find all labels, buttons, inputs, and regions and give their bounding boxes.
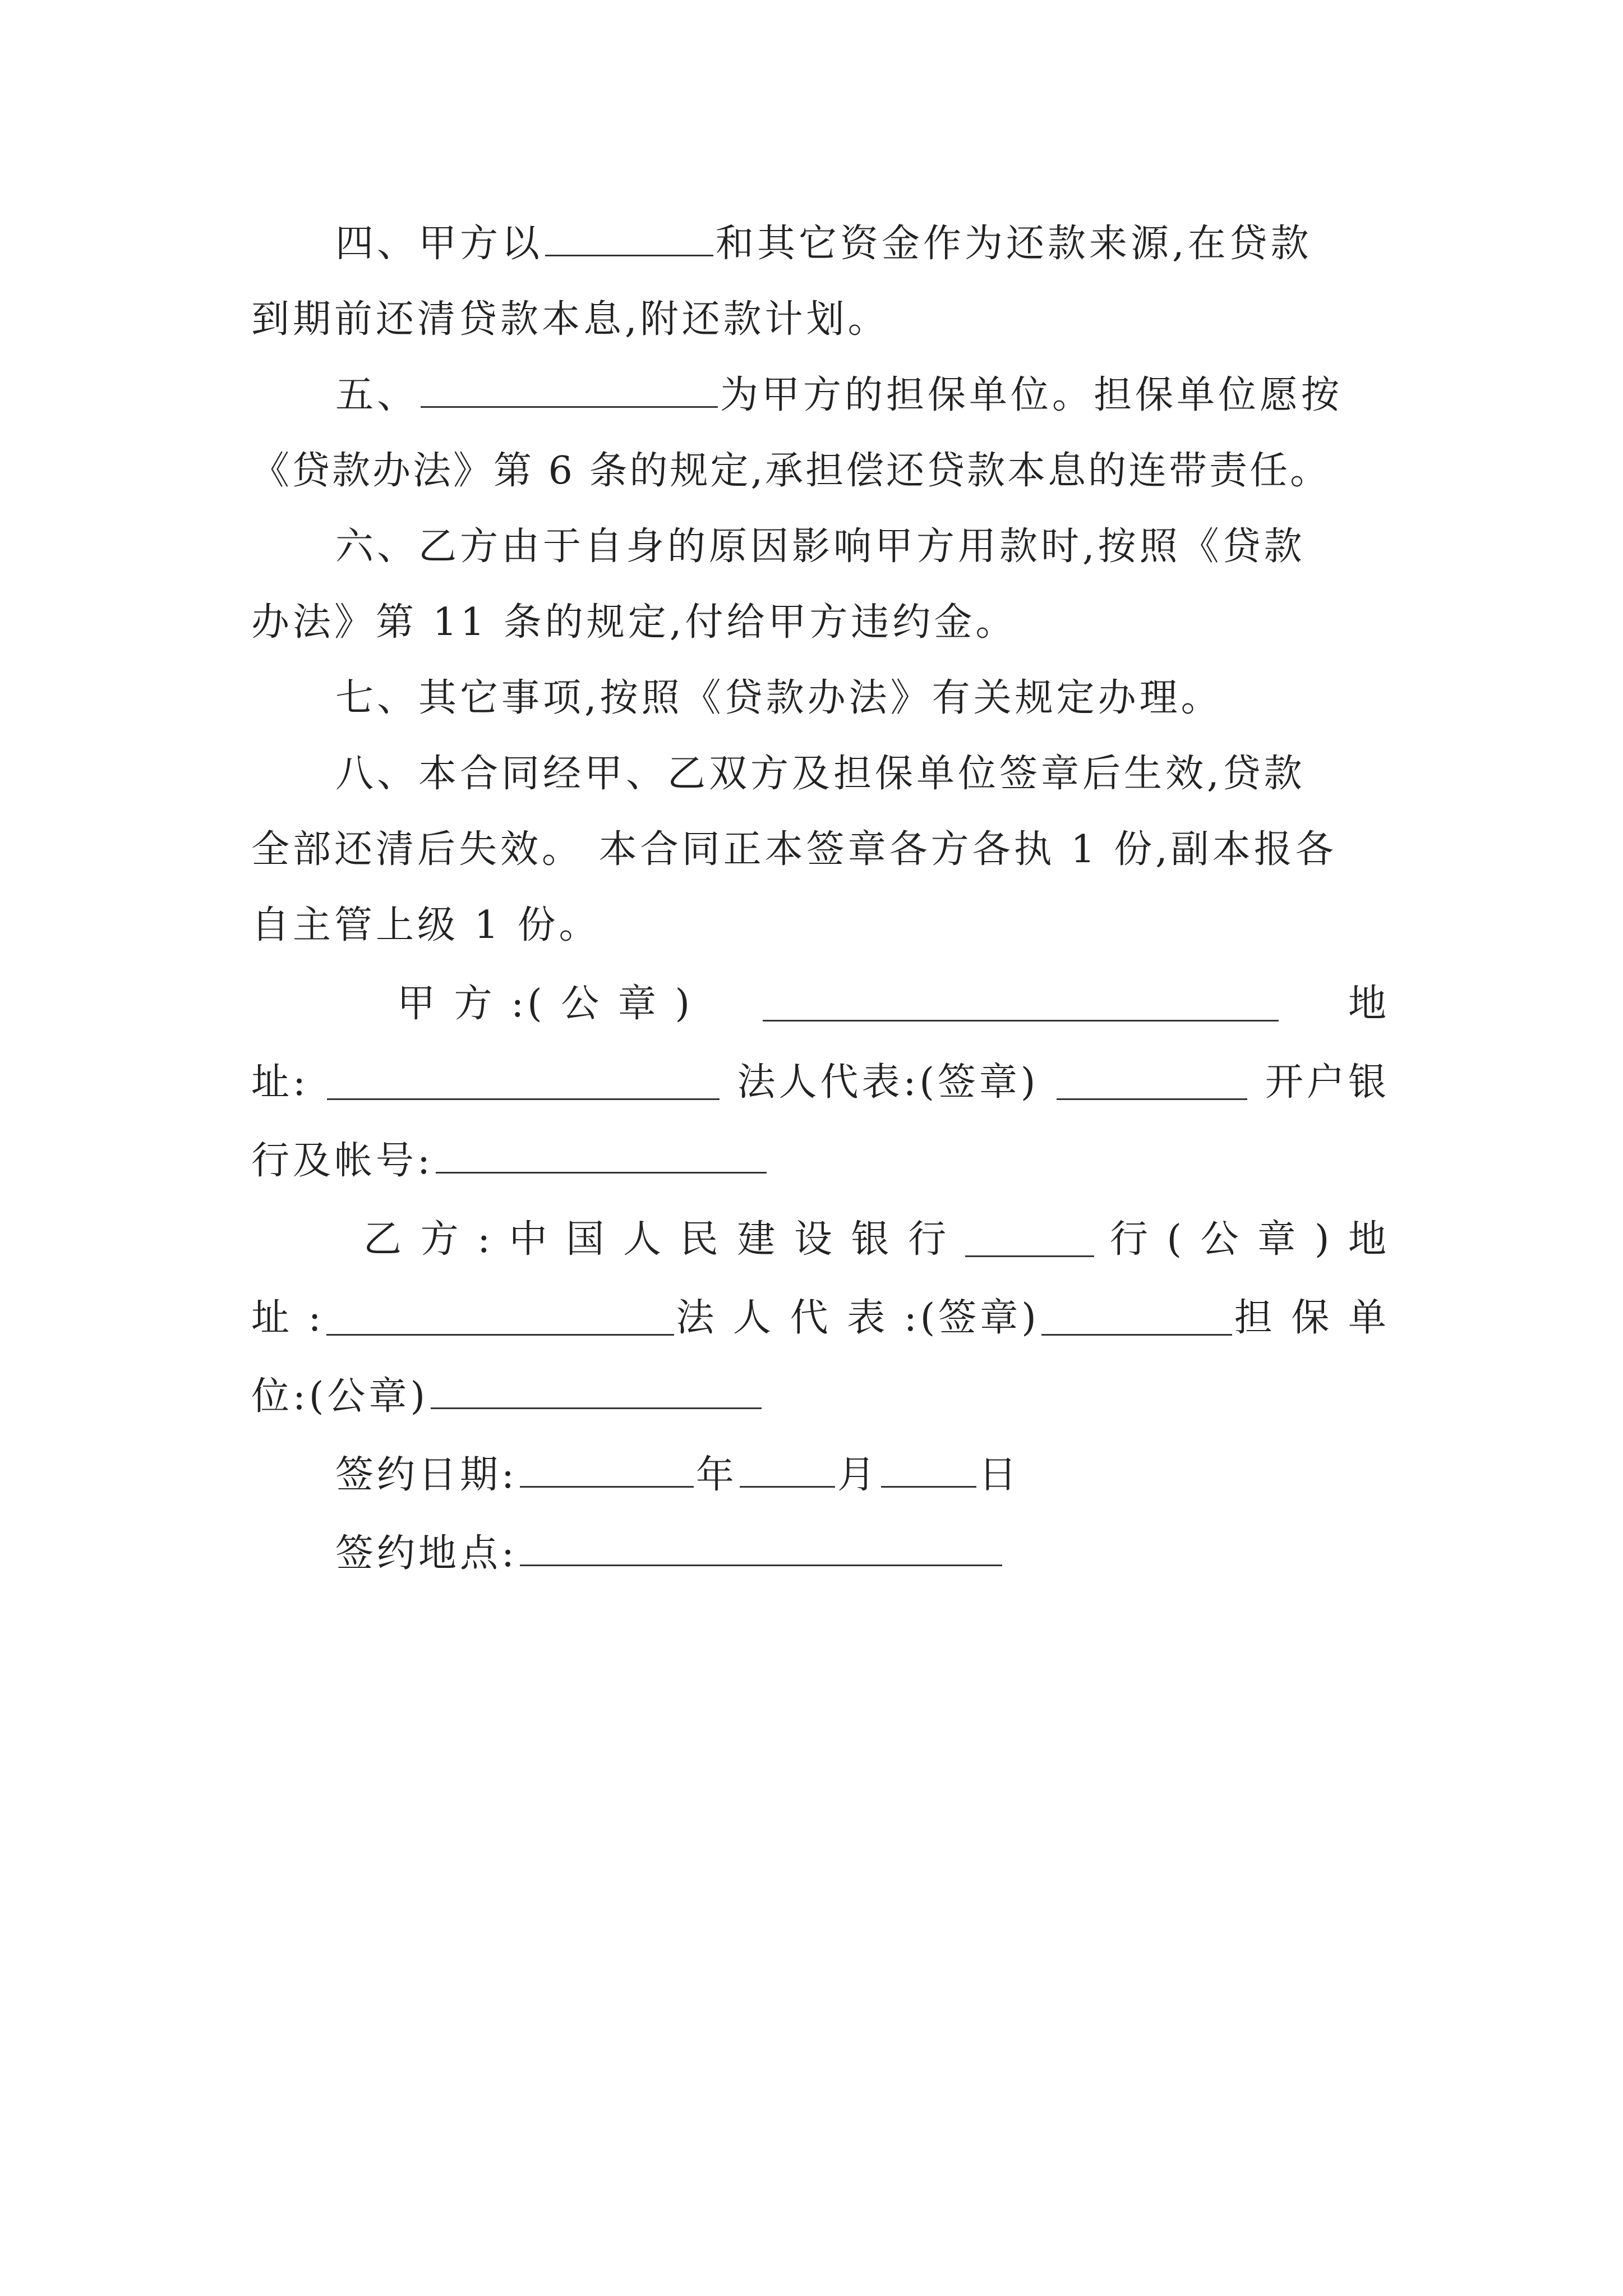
guarantor-seal-blank[interactable] [431, 1375, 762, 1409]
party-b-branch-blank[interactable] [965, 1223, 1094, 1257]
signing-date-label: 签约日期: [335, 1453, 518, 1497]
guarantor-name-blank[interactable] [421, 374, 718, 408]
signing-month-blank[interactable] [740, 1453, 835, 1488]
party-b-line-3 [251, 1369, 1390, 1425]
signing-place-label: 签约地点: [335, 1531, 518, 1576]
party-b-guarantor-label: 担 保 单 [1234, 1296, 1390, 1340]
day-label: 日 [978, 1453, 1020, 1497]
party-a-address-blank[interactable] [327, 1066, 720, 1100]
clause-4-line-1 [251, 216, 1390, 272]
party-b-branch-seal-label: 行 ( 公 章 ) 地 [1109, 1217, 1390, 1262]
clause-6-line-1: 六、乙方由于自身的原因影响甲方用款时,按照《贷款 [335, 524, 1306, 569]
party-a-line-2 [251, 1055, 1390, 1111]
clause-4-text-a: 四、甲方以 [335, 222, 543, 266]
year-label: 年 [695, 1453, 737, 1497]
clause-8-line-2: 全部还清后失效。 本合同正本签章各方各执 1 份,副本报各 [251, 827, 1337, 872]
repayment-source-blank[interactable] [545, 222, 713, 256]
clause-5-line-1 [251, 367, 1390, 424]
clause-5-text-b: 为甲方的担保单位。担保单位愿按 [720, 373, 1343, 417]
clause-5-text-a: 五、 [335, 373, 419, 417]
signing-place-blank[interactable] [520, 1532, 1002, 1566]
party-b-address-blank[interactable] [326, 1301, 674, 1336]
party-a-address-label: 址: [251, 1060, 309, 1105]
clause-8-line-1: 八、本合同经甲、乙双方及担保单位签章后生效,贷款 [335, 752, 1306, 796]
month-label: 月 [837, 1453, 879, 1497]
guarantor-seal-label: 位:(公章) [251, 1374, 428, 1419]
party-b-address-label: 址 : [251, 1296, 325, 1340]
clause-5-line-2: 《贷款办法》第 6 条的规定,承担偿还贷款本息的连带责任。 [251, 449, 1331, 493]
party-b-line-2 [251, 1290, 1390, 1346]
signing-year-blank[interactable] [520, 1453, 694, 1488]
clause-7-line-1: 七、其它事项,按照《贷款办法》有关规定办理。 [335, 676, 1223, 720]
signing-date-line [251, 1447, 1390, 1503]
party-a-line-3 [251, 1133, 1390, 1189]
party-a-bank-account-label: 行及帐号: [251, 1139, 434, 1183]
clause-8-line-3: 自主管上级 1 份。 [251, 903, 601, 947]
clause-6-line-2: 办法》第 11 条的规定,付给甲方违约金。 [251, 600, 1017, 645]
party-a-line-1 [251, 976, 1390, 1032]
party-b-line-1 [251, 1212, 1390, 1268]
party-a-legal-rep-blank[interactable] [1057, 1066, 1247, 1100]
party-a-seal-blank[interactable] [763, 987, 1279, 1022]
clause-4-text-b: 和其它资金作为还款来源,在贷款 [716, 222, 1312, 266]
party-a-bank-label: 开户银 [1265, 1060, 1390, 1105]
party-b-label: 乙 方 : 中 国 人 民 建 设 银 行 [363, 1217, 950, 1262]
party-a-legal-rep-label: 法人代表:(签章) [737, 1060, 1039, 1105]
signing-place-line [251, 1526, 1390, 1582]
party-b-legal-rep-label: 法 人 代 表 :(签章) [676, 1296, 1040, 1340]
signing-day-blank[interactable] [881, 1453, 976, 1488]
party-a-address-char: 地 [1348, 982, 1390, 1026]
clause-4-line-2: 到期前还清贷款本息,附还款计划。 [251, 297, 889, 342]
party-a-label: 甲 方 :( 公 章 ) [397, 982, 694, 1026]
party-a-bank-account-blank[interactable] [436, 1139, 767, 1174]
party-b-legal-rep-blank[interactable] [1041, 1301, 1232, 1336]
